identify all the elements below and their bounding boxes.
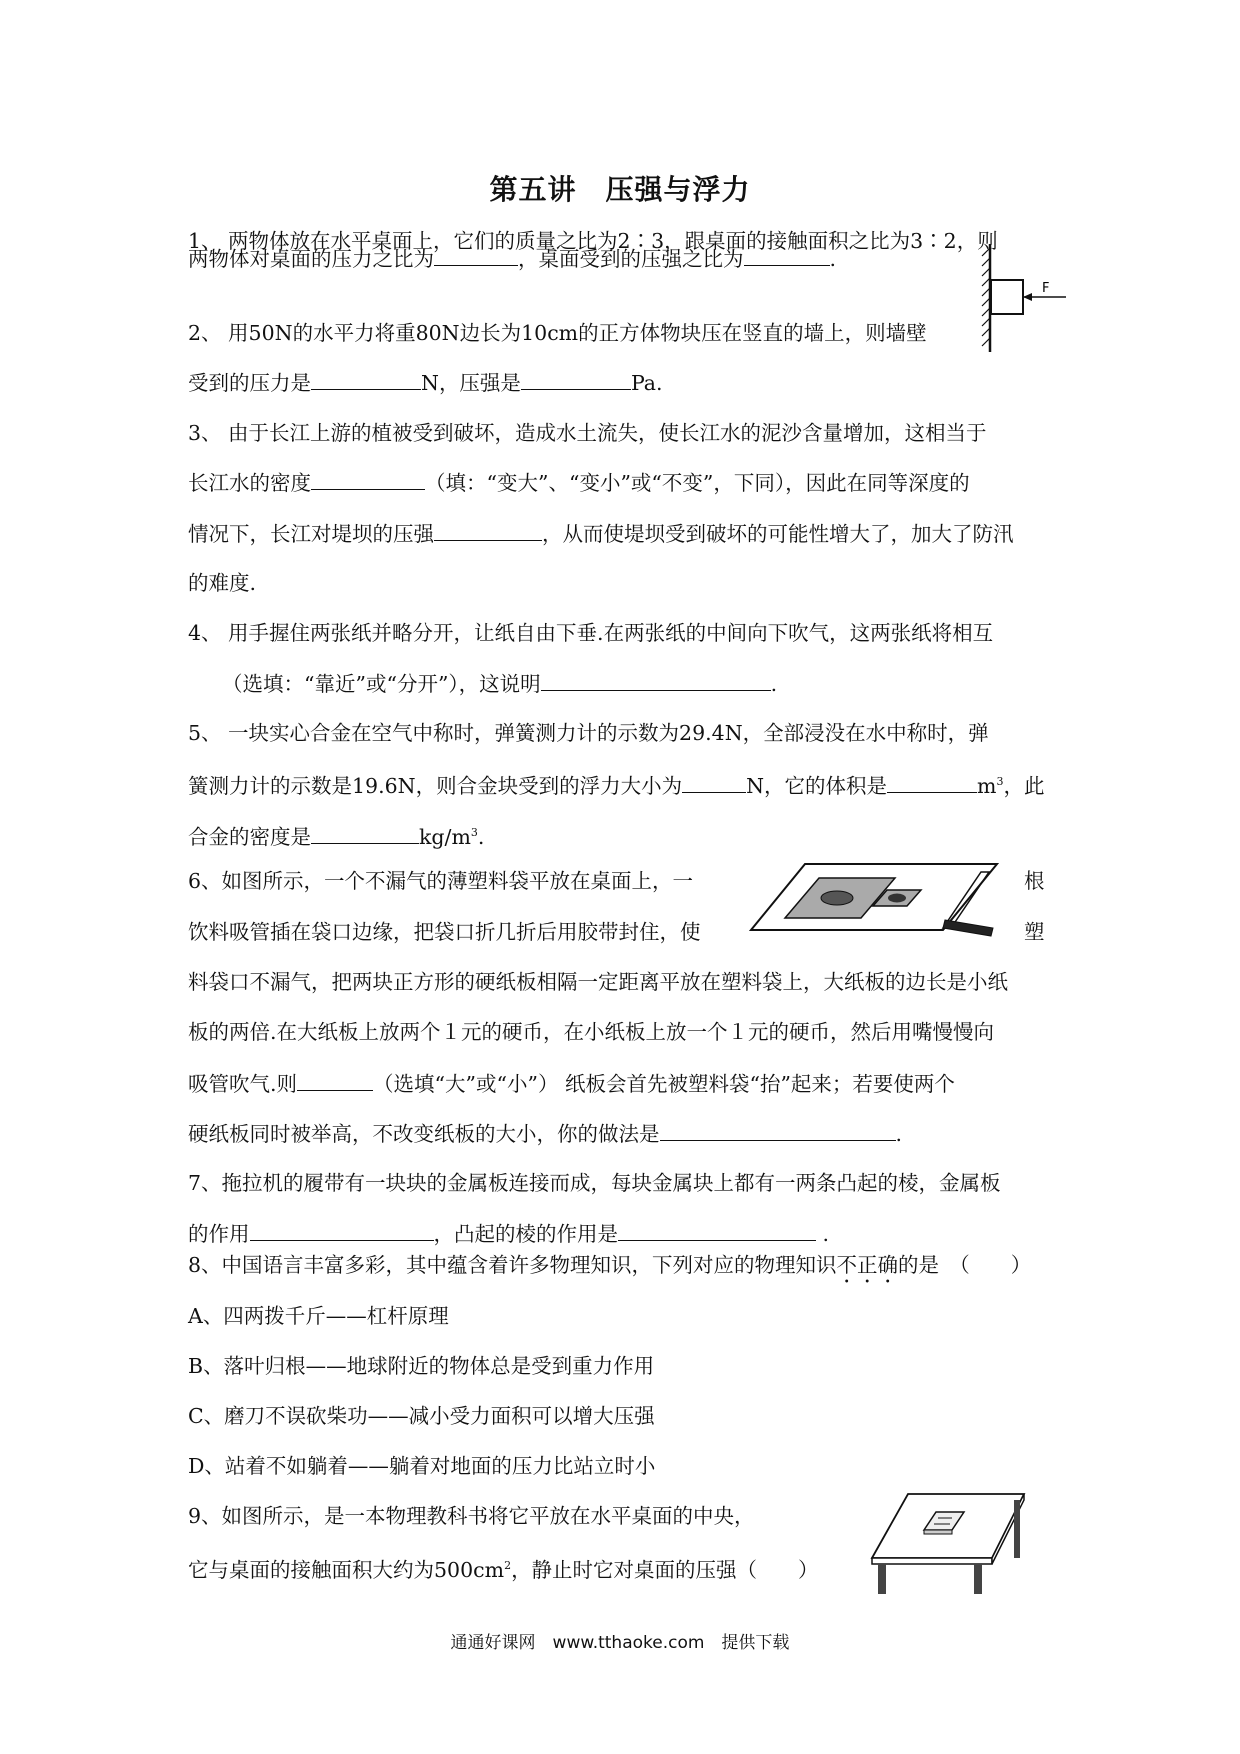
q6-line-3: 料袋口不漏气，把两块正方形的硬纸板相隔一定距离平放在塑料袋上，大纸板的边长是小纸	[188, 970, 1008, 994]
q6-line-2-tail: 塑	[1024, 920, 1045, 944]
q8-option-d[interactable]: D、站着不如躺着——躺着对地面的压力比站立时小	[188, 1454, 656, 1478]
q4-line-2: （选填：“靠近”或“分开”），这说明 .	[222, 668, 777, 699]
q1-blank-pressure-ratio[interactable]	[744, 243, 830, 266]
q2-blank-force[interactable]	[311, 367, 421, 390]
q8-option-a[interactable]: A、四两拨千斤——杠杆原理	[188, 1304, 449, 1328]
q3-line-3: 情况下，长江对堤坝的压强 ，从而使堤坝受到破坏的可能性增大了，加大了防汛	[188, 518, 1014, 549]
q7-blank-plate[interactable]	[250, 1218, 434, 1241]
q5-blank-buoyancy[interactable]	[682, 770, 746, 793]
q6-blank-method[interactable]	[660, 1118, 896, 1141]
q5-line-2: 簧测力计的示数是19.6N，则合金块受到的浮力大小为 N，它的体积是 $m^3$，此	[188, 767, 1044, 801]
book-on-table-figure	[868, 1488, 1028, 1598]
q3-line-1: 3、 由于长江上游的植被受到破坏，造成水土流失，使长江水的泥沙含量增加，这相当于	[188, 421, 987, 445]
q3-line-4: 的难度.	[188, 571, 257, 595]
q5-line-1: 5、 一块实心合金在空气中称时，弹簧测力计的示数为29.4N，全部浸没在水中称时，弹	[188, 721, 989, 745]
q2-line-1: 2、 用50N的水平力将重80N边长为10cm的正方体物块压在竖直的墙上，则墙壁	[188, 321, 927, 345]
q7-line-2: 的作用 ，凸起的棱的作用是 .	[188, 1218, 829, 1249]
q3-blank-density[interactable]	[311, 467, 425, 490]
q5-blank-density[interactable]	[311, 821, 419, 844]
q3-line-2: 长江水的密度 （填：“变大”、“变小”或“不变”，下同），因此在同等深度的	[188, 467, 970, 498]
q8-option-c[interactable]: C、磨刀不误砍柴功——减小受力面积可以增大压强	[188, 1404, 655, 1428]
q7-blank-ridge[interactable]	[618, 1218, 816, 1241]
q4-blank-explanation[interactable]	[541, 668, 771, 691]
q1-line-1: 1、 两物体放在水平桌面上，它们的质量之比为2∶3，跟桌面的接触面积之比为3∶2，则	[188, 229, 998, 253]
force-label: F	[1042, 281, 1050, 296]
page-title: 第五讲 压强与浮力	[489, 173, 751, 206]
q6-line-2: 饮料吸管插在袋口边缘，把袋口折几折后用胶带封住，使	[188, 920, 701, 944]
plastic-bag-figure	[745, 858, 1005, 938]
q7-line-1: 7、拖拉机的履带有一块块的金属板连接而成，每块金属块上都有一两条凸起的棱，金属板	[188, 1171, 1001, 1195]
q9-line-2: 它与桌面的接触面积大约为$500cm^2$，静止时它对桌面的压强（ ）	[188, 1557, 819, 1582]
footer-download-note: 通通好课网 www.tthaoke.com 提供下载	[450, 1633, 790, 1653]
q1-line-2: 两物体对桌面的压力之比为 ，桌面受到的压强之比为 .	[188, 243, 836, 274]
q5-line-3: 合金的密度是 $kg/m^3$.	[188, 818, 484, 852]
q8-option-b[interactable]: B、落叶归根——地球附近的物体总是受到重力作用	[188, 1354, 655, 1378]
q3-blank-pressure[interactable]	[434, 518, 542, 541]
q6-line-4: 板的两倍.在大纸板上放两个１元的硬币，在小纸板上放一个１元的硬币，然后用嘴慢慢向	[188, 1020, 995, 1044]
q8-line-1: 8、中国语言丰富多彩，其中蕴含着许多物理知识，下列对应的物理知识不正确的是 （ ）	[188, 1253, 1032, 1277]
q2-blank-pressure[interactable]	[521, 367, 631, 390]
q6-blank-board[interactable]	[297, 1068, 373, 1091]
q6-line-6: 硬纸板同时被举高，不改变纸板的大小，你的做法是 .	[188, 1118, 902, 1149]
q1-blank-force-ratio[interactable]	[434, 243, 518, 266]
emphasized-word: 不正确	[836, 1253, 899, 1277]
q6-line-5: 吸管吹气.则 （选填“大”或“小”） 纸板会首先被塑料袋“抬”起来；若要使两个	[188, 1068, 955, 1099]
q9-line-1: 9、如图所示，是一本物理教科书将它平放在水平桌面的中央，	[188, 1504, 755, 1528]
q6-line-1-tail: 根	[1024, 869, 1045, 893]
q2-line-2: 受到的压力是 N，压强是 Pa.	[188, 367, 663, 398]
q6-line-1: 6、如图所示，一个不漏气的薄塑料袋平放在桌面上，一	[188, 869, 694, 893]
wall-block-figure	[980, 242, 1070, 354]
q4-line-1: 4、 用手握住两张纸并略分开，让纸自由下垂.在两张纸的中间向下吹气，这两张纸将相互	[188, 621, 994, 645]
q5-blank-volume[interactable]	[887, 770, 977, 793]
